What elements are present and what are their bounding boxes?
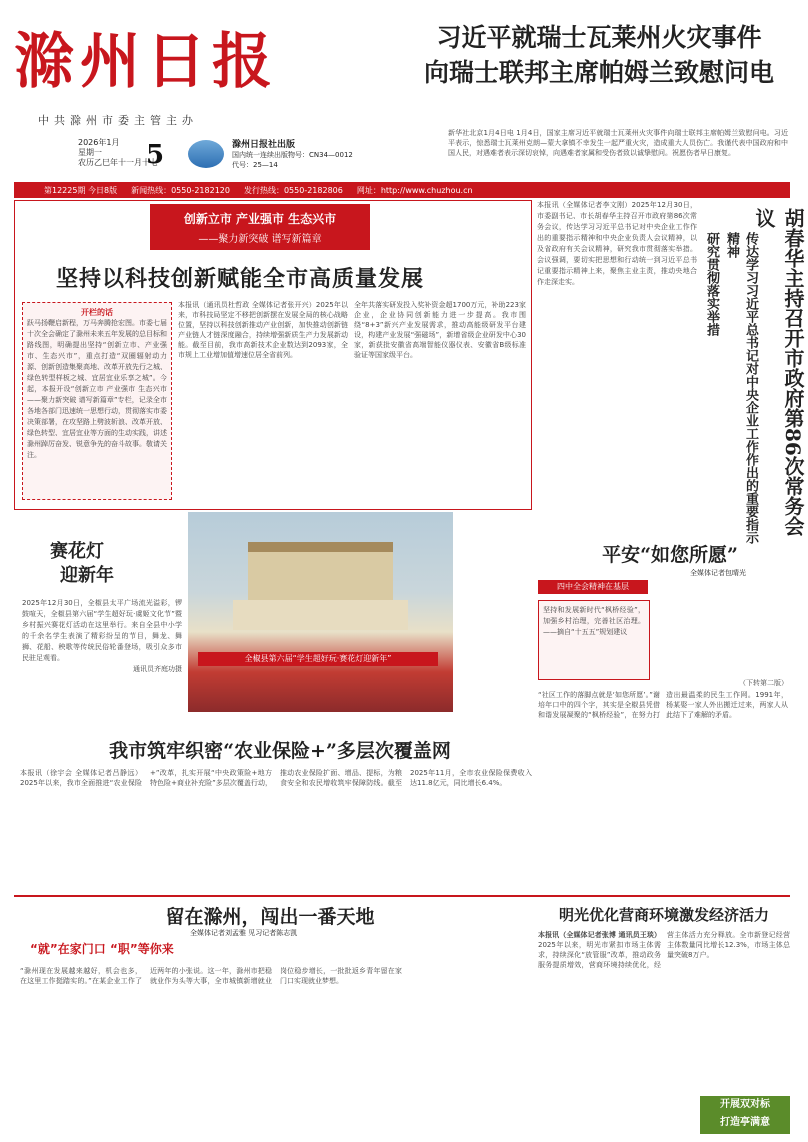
slogan-line1: 创新立市 产业强市 生态兴市 bbox=[183, 212, 337, 226]
issue-number: 第12225期 今日8版 bbox=[44, 185, 118, 195]
pingan-quote: 坚持和发展新时代“枫桥经验”，加强乡村治理，完善社区治理。——摘自“十五五”规划建议 bbox=[538, 600, 650, 680]
top-headline-line2: 向瑞士联邦主席帕姆兰致慰问电 bbox=[423, 58, 774, 87]
mingguang-body bbox=[538, 930, 790, 1070]
top-headline[interactable] bbox=[404, 20, 794, 90]
press-emblem bbox=[188, 140, 224, 168]
mingguang-text: 2025年以来，明光市紧扣市场主体需求，持续深化“放管服”改革，推动政务服务提质增效，营商环境持续优化，经营主体活力充分释放。全市新登记经营主体数量同比增长12.3%，市场主体总量突破8万户。 bbox=[538, 931, 790, 969]
date: 2026年1月 bbox=[78, 138, 120, 147]
insurance-body: 本报讯（徐宇会 全媒体记者吕静远）2025年以来，我市全面推进“农业保险+”改革，扎实开展“中央政策险+地方特色险+商业补充险”多层次覆盖行动，推动农业保险扩面、增品、提标，为粮食安全和农民增收筑牢保障防线。截至2025年11月，全市农业保险保费收入达11.8亿元，同比增长6.4%。 bbox=[20, 769, 532, 787]
pingan-credit: 全媒体记者包晴光 bbox=[690, 569, 746, 577]
insurance-headline[interactable]: 我市筑牢织密“农业保险+”多层次覆盖网 bbox=[109, 740, 451, 762]
lantern-photo bbox=[188, 512, 453, 712]
mingguang-headline[interactable]: 明光优化营商环境激发经济活力 bbox=[558, 906, 769, 924]
meeting-subhead2: 研究贯彻落实举措 bbox=[704, 232, 719, 336]
meeting-body: 本报讯（全媒体记者李文刚）2025年12月30日，市委副书记、市长胡春华主持召开市政府第86次常务会议，传达学习习近平总书记对中央企业工作作出的重要指示精神和中央企业负责人会议精神，以及省政府有关会议精神，研究我市贯彻落实举措。会议强调，要切实把思想和行动统一到习近平总书记重要指示精神上来，聚焦主业主责，推动央地合作走深走实。 bbox=[537, 201, 697, 286]
postal-code: 代号：25—14 bbox=[232, 161, 278, 169]
lantern-caption-text: 2025年12月30日，全椒县太平广场流光溢彩，锣鼓喧天，全椒县第六届“学生超好玩·虞姬文化节”暨乡村振兴赛花灯活动在这里举行。来自全县中小学的千余名学生表演了精彩纷呈的节目，舞龙、舞狮、花船、秧歌等传统民俗轮番登场，吸引众多市民驻足观看。 bbox=[22, 599, 182, 662]
lantern-caption bbox=[22, 598, 182, 708]
mingguang-credit: 本报讯（全媒体记者张博 通讯员王琰） bbox=[538, 931, 661, 939]
editor-note-text: 跃马扬鞭启新程，万马奔腾抢宏图。市委七届十次全会确定了滁州未来五年发展的总目标和路线图，明确提出坚持“创新立市、产业强市、生态兴市”，重点打造“双圈辐射动力源、创新创造集聚高地、改革开放先行之城、绿色转型样板之城、宜居宜业乐享之城”。今起，本报开设“创新立市 产业强市 生态兴市——聚力新突破 谱写新篇章”专栏，记录全市各地各部门迅速统一思想行动，贯彻落实市委决策部署，在攻坚路上劈波斩浪、改革开放、绿色转型、宜居宜业等方面的生动实践，讲述滁州踔厉奋发、锐意争先的奋斗故事。敬请关注。 bbox=[27, 319, 167, 459]
meeting-subhead1: 传达学习习近平总书记对中央企业工作作出的重要指示精神 bbox=[724, 232, 758, 544]
liuzai-headline[interactable]: 留在滁州，闯出一番天地 bbox=[165, 906, 375, 928]
lantern-title-line2: 迎新年 bbox=[60, 565, 114, 586]
weekday: 星期一 bbox=[78, 148, 102, 157]
liuzai-body: “滁州现在发展越来越好，机会也多，在这里工作挺踏实的。”在某企业工作了近两年的小张说。这一年，滁州市把稳就业作为头等大事，全市城镇新增就业岗位稳步增长，一批批返乡青年留在家门口实现就业梦想。 bbox=[20, 967, 402, 985]
badge-line2: 打造亭满意 bbox=[720, 1117, 770, 1128]
lantern-title-line1: 赛花灯 bbox=[50, 541, 104, 562]
newspaper-logo: 滁州日报 bbox=[14, 27, 278, 97]
pingan-continued[interactable]: （下转第二版） bbox=[739, 679, 788, 687]
lantern-title[interactable] bbox=[50, 540, 114, 588]
pingan-headline[interactable]: 平安“如您所愿” bbox=[602, 544, 738, 566]
badge-line1: 开展双对标 bbox=[720, 1099, 770, 1110]
lead-headline[interactable]: 坚持以科技创新赋能全市高质量发展 bbox=[55, 266, 424, 292]
pingan-body-right bbox=[656, 600, 788, 688]
column-slogan bbox=[150, 204, 370, 250]
lead-col-2: 全年共落实研发投入奖补资金超1700万元，补助223家企业，企业协同创新能力进一步提高。我市围绕“8+3”新兴产业发展需求，推动高能级研发平台建设，构建产业发展“强磁场”，新增省级企业研发中心30家，新获批安徽省高端智能仪器仪表、安徽省B级标准验证等国家级平台。 bbox=[354, 301, 526, 359]
liuzai-tag: “就”在家门口 “职”等你来 bbox=[30, 942, 174, 956]
section-divider bbox=[14, 895, 790, 897]
top-headline-line1: 习近平就瑞士瓦莱州火灾事件 bbox=[436, 23, 762, 52]
editor-note bbox=[22, 302, 172, 500]
delivery-hotline: 发行热线：0550-2182806 bbox=[243, 185, 343, 195]
publisher-info bbox=[232, 140, 392, 170]
pingan-body-text: “社区工作的落脚点就是‘如您所愿’。”谢培年口中的四个字，其实是全椒县凭借和谐发展凝聚的“枫桥经验”，在努力打造出最温柔的民生工作网。1991年，杨某娶一家人外出搬迁过来，两家人从此结下了难解的矛盾。 bbox=[538, 691, 788, 719]
publisher-name: 滁州日报社出版 bbox=[232, 140, 296, 150]
mingguang-badge bbox=[700, 1096, 790, 1134]
photo-credit: 通讯员齐庭功摄 bbox=[133, 665, 182, 673]
news-hotline: 新闻热线：0550-2182120 bbox=[131, 185, 230, 195]
pingan-body bbox=[538, 690, 788, 890]
top-news-body: 新华社北京1月4日电 1月4日，国家主席习近平就瑞士瓦莱州火灾事件向瑞士联邦主席帕姆兰致慰问电。习近平表示，惊悉瑞士瓦莱州克朗—蒙大拿镇不幸发生一起严重火灾，造成重大人员伤亡。我谨代表中国政府和中国人民，对遇难者表示深切哀悼，向遇难者家属和受伤者致以诚挚慰问。祝愿伤者早日康复。 bbox=[448, 129, 788, 157]
liuzai-credit: 全媒体记者刘孟雅 见习记者陈志凯 bbox=[190, 929, 298, 937]
archway-base-shape bbox=[233, 600, 408, 630]
lead-col-1: 本报讯（通讯员杜哲政 全媒体记者张开兴）2025年以来，市科技局坚定不移把创新摆在发展全局的核心战略位置，坚持以科技创新推动产业创新，加快推动创新链产业链人才链深度融合，持续增强新质生产力发展新动能。截至目前，我市高新技术企业数达到2093家，全市规上工业增加值增速位居全省前列。 bbox=[178, 301, 348, 359]
publisher-line: 中共滁州市委主管主办 bbox=[38, 114, 198, 127]
meeting-headline[interactable]: 胡春华主持召开市政府第86次常务会议 bbox=[752, 208, 805, 536]
slogan-line2: ——聚力新突破 谱写新篇章 bbox=[198, 234, 322, 245]
issn: 国内统一连续出版物号：CN34—0012 bbox=[232, 151, 353, 159]
editor-note-heading: 开栏的话 bbox=[81, 308, 113, 317]
day-number: 5 bbox=[146, 140, 165, 170]
pingan-banner: 四中全会精神在基层 bbox=[538, 580, 648, 594]
info-bar bbox=[14, 182, 790, 198]
photo-banner: 全椒县第六届“学生超好玩·赛花灯迎新年” bbox=[198, 652, 438, 666]
lunar-date: 农历乙巳年十一月十七 bbox=[78, 158, 158, 167]
website[interactable]: 网址：http://www.chuzhou.cn bbox=[356, 185, 473, 195]
